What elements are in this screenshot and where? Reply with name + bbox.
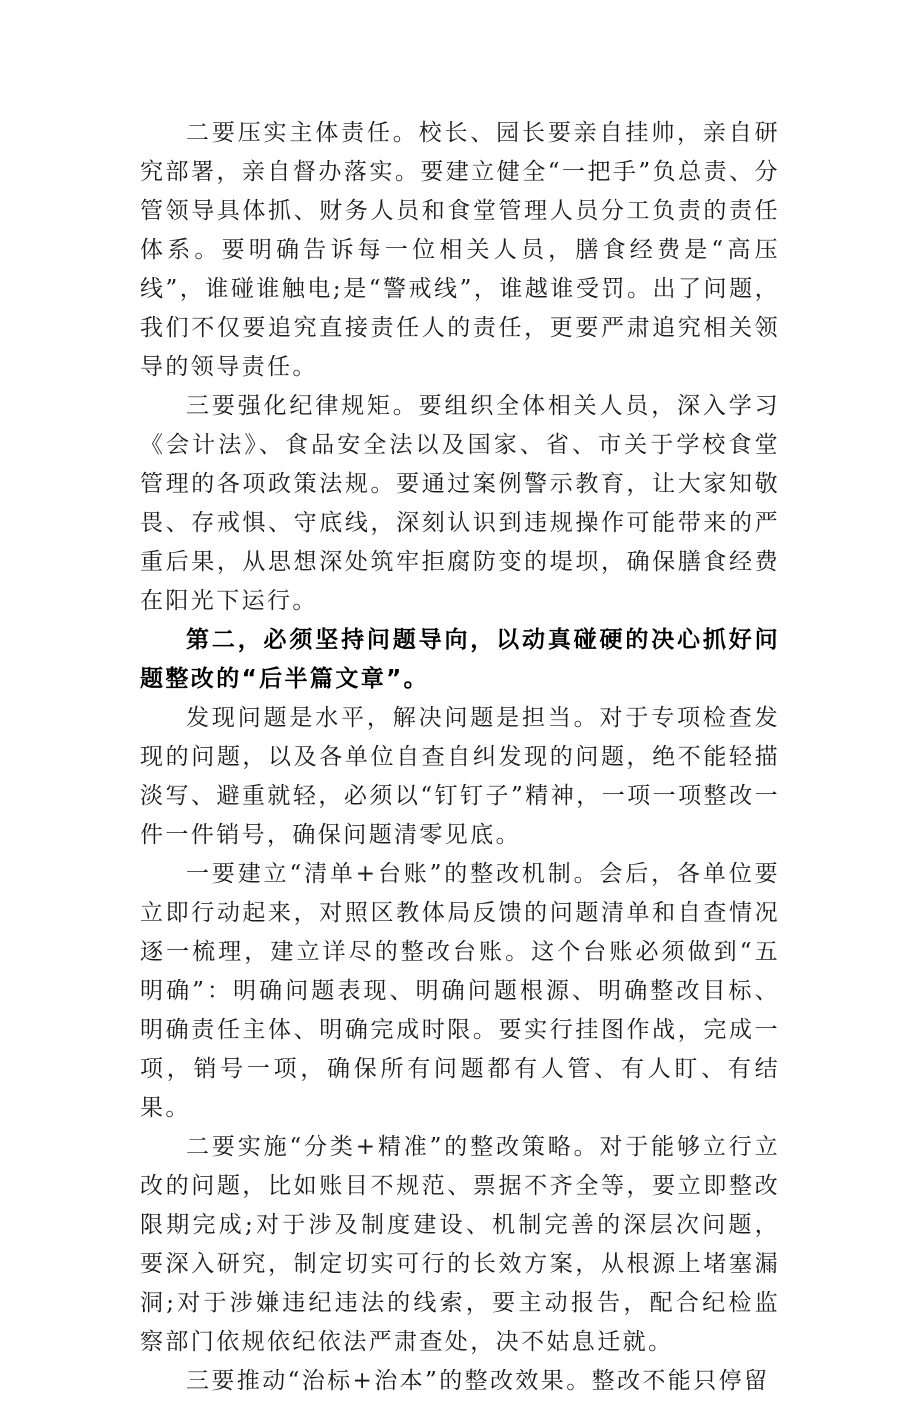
paragraph-main-responsibility: 二要压实主体责任。校长、园长要亲自挂帅，亲自研究部署，亲自督办落实。要建立健全“一把手”负总责、分管领导具体抓、财务人员和食堂管理人员分工负责的责任体系。要明确告诉每一位相关人员，膳食经费是“高压线”，谁碰谁触电;是“警戒线”，谁越谁受罚。出了问题，我们不仅要追究直接责任人的责任，更要严肃追究相关领导的领导责任。 — [140, 120, 780, 380]
paragraph-discipline-rules: 三要强化纪律规矩。要组织全体相关人员，深入学习《会计法》、食品安全法以及国家、省、市关于学校食堂管理的各项政策法规。要通过案例警示教育，让大家知敬畏、存戒惧、守底线，深刻认识到违规操作可能带来的严重后果，从思想深处筑牢拒腐防变的堤坝，确保膳食经费在阳光下运行。 — [140, 393, 780, 614]
section-heading-problem-oriented: 第二，必须坚持问题导向，以动真碰硬的决心抓好问题整改的“后半篇文章”。 — [140, 627, 780, 692]
document-body — [140, 114, 780, 1401]
paragraph-symptoms-root-causes: 三要推动“治标+治本”的整改效果。整改不能只停留 — [186, 1368, 770, 1394]
paragraph-classified-precise-strategy: 二要实施“分类+精准”的整改策略。对于能够立行立改的问题，比如账目不规范、票据不齐全等，要立即整改限期完成;对于涉及制度建设、机制完善的深层次问题，要深入研究，制定切实可行的长效方案，从根源上堵塞漏洞;对于涉嫌违纪违法的线索，要主动报告，配合纪检监察部门依规依纪依法严肃查处，决不姑息迁就。 — [140, 1134, 780, 1355]
paragraph-list-ledger-mechanism: 一要建立“清单+台账”的整改机制。会后，各单位要立即行动起来，对照区教体局反馈的问题清单和自查情况逐一梳理，建立详尽的整改台账。这个台账必须做到“五明确”：明确问题表现、明确问题根源、明确整改目标、明确责任主体、明确完成时限。要实行挂图作战，完成一项，销号一项，确保所有问题都有人管、有人盯、有结果。 — [140, 861, 780, 1121]
paragraph-finding-problems: 发现问题是水平，解决问题是担当。对于专项检查发现的问题，以及各单位自查自纠发现的问题，绝不能轻描淡写、避重就轻，必须以“钉钉子”精神，一项一项整改一件一件销号，确保问题清零见底。 — [140, 705, 780, 848]
